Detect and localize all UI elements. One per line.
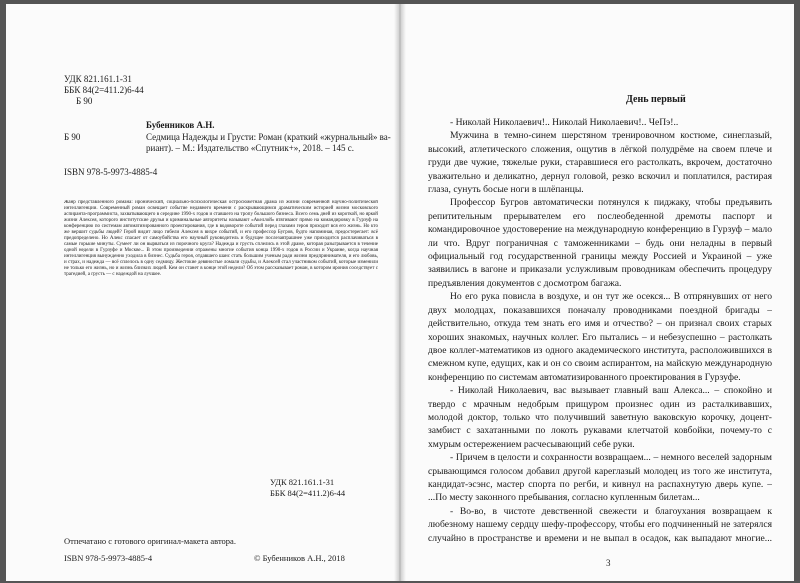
book-spread xyxy=(6,4,794,581)
bibliographic-line-2: риант). – М.: Издательство «Спутник+», 2018. – 145 с. xyxy=(146,143,355,153)
paragraph: Но его рука повисла в воздухе, и он тут же осекся... В отпрянувших от него двух молодцах, показавшихся поначалу проводниками поездной бригады – действительно, откуда тем знать его имя и отчество? – он признал своих старых хороших знакомых, научных коллег. Его пытались – и небезуспешно – растолкать двое коллег-математиков из одного академического института, расположившихся в смежном купе, едущих, как и он со своим аспирантом, на майскую международную конференцию по системам автоматизированного проектирования в Гурзуфе. xyxy=(428,291,772,383)
printed-note: Отпечатано с готового оригинал-макета автора. xyxy=(64,536,236,546)
paragraph: - Николай Николаевич!.. Николай Николаевич!.. ЧеПэ!.. xyxy=(450,117,679,128)
author-mark-top: Б 90 xyxy=(76,96,93,106)
chapter-body xyxy=(428,116,772,546)
author-name: Бубенников А.Н. xyxy=(146,120,215,130)
author-mark: Б 90 xyxy=(64,132,81,142)
page-number: 3 xyxy=(606,558,611,568)
udk-code-bottom: УДК 821.161.1-31 xyxy=(270,477,335,487)
paragraph: - Во-во, в чистоте девственной свежести и благоухания возвращаем к любезному нашему сердцу шефу-профессору, чтобы его подчиненный не затерялся случайно в пространстве и времени и не выпал в осадок, как выпадают многие... xyxy=(428,505,772,544)
paragraph: Мужчина в темно-синем шерстяном тренировочном костюме, синеглазый, высокий, атлетического сложения, ощутив в лёгкой полудрёме на своем плече и груди две чужие, тяжелые руки, старавшиеся его растолкать, вкрочем, достаточно уважительно и деликатно, дернул головой, резко вскочил и поплатился, растирая глаза, сунуть босые ноги в шлёпанцы. xyxy=(428,130,772,196)
paragraph: - Николай Николаевич, вас вызывает главный ваш Алекса... – спокойно и твердо с мрачным недобрым прищуром произнес один из расталкивавших, молодой доктор, только что получивший заветную ваковскую корочку, доцент-замбист с захатанными по локоть рукавами клетчатой ковбойки, почему-то с хмурым остережением расчесывающий себе руки. xyxy=(428,385,772,450)
chapter-title: День первый xyxy=(626,94,686,105)
right-page-text xyxy=(402,4,794,581)
left-page-imprint xyxy=(6,4,398,581)
annotation-text: Жанр представленного романа: иронический, социально-психологическая остросюжетная драма из жизни современной научно-политической интеллигенции. Современный роман освещает событие недавнего времени с раскрывающимся драматическим историей жизни московского аспиранта-программиста, захватывающего в середине 1990-х годов и ставшего на тропу большого бизнеса. Всего семь дней из короткой, но яркой жизни Алексея, которого институтские друзья и криминальные авторитеты называют «Акеллой» втягивают прямо на командировку в Гурзуф на конференцию по системам автоматизированного проектирования, где в водовороте событий перед глазами героя проходит вся его жизнь. Но кто же вершит судьбы людей? Герой видит лицо гибели Алексея в вихре событий, и его профессор Бугров, будто напоминая, предостерегает: всё предопределено. Но Алекс спасает от самоубийства его научный руководитель и будущее послезавтрашнее уже приходится расплачиваться в самые горькие минуты. Сумеет ли он вырваться из порочного круга? Надежда и грусть сплелись в этой драме, которая разыгрывается в течение одной недели в Гурзуфе и Москве... В этом произведении отражены многие события конца 1990-х годов в России и Украине, когда научная интеллигенция вынужденно уходила в бизнес. Судьба героя, отдавшего шанс стать большим ученым ради жизни предпринимателя, и его любовь, и страх, и надежда — всё сплелось в одну седмицу. Жестокие девяностые ломали судьбы, и Алексей стал участником событий, которые изменили не только его жизнь, но и жизнь близких людей. Кем он станет в конце этой недели? Об этом рассказывает роман, в котором ирония соседствует с трагедией, а грусть — с надеждой на лучшее. xyxy=(64,200,378,277)
isbn-top: ISBN 978-5-9973-4885-4 xyxy=(64,167,158,177)
bibliographic-line-1: Седмица Надежды и Грусти: Роман (краткий «журнальный» ва- xyxy=(146,132,391,142)
bbk-code-bottom: ББК 84(2=411.2)6-44 xyxy=(270,488,346,498)
bbk-code-top: ББК 84(2=411.2)6-44 xyxy=(64,85,144,95)
paragraph: Профессор Бугров автоматически потянулся к пиджаку, чтобы предъявить репитительным прерывателем его послеобеденной дремоты паспорт и командировочное удостоверение на международную конференцию в Гурзуф – мало ли что. Вдруг пограничная с таможенниками – будь они неладны в первый официальный год государственной границы между Россией и Украиной – уже заявились в вагоне и приказали услужливым проводникам обеспечить процедуру предъявления документов с досмотром багажа. xyxy=(428,197,772,289)
udk-code-top: УДК 821.161.1-31 xyxy=(64,74,132,84)
isbn-bottom: ISBN 978-5-9973-4885-4 xyxy=(64,553,153,563)
copyright-line: © Бубенников А.Н., 2018 xyxy=(254,553,345,563)
paragraph: - Причем в целости и сохранности возвращаем... – немного веселей задорным срывающимся голосом добавил другой кареглазый молодец из того же института, кандидат-эсэнс, мастер спорта по регби, и кивнул на распахнутую дверь купе. – ...По месту законного пребывания, согласно купленным билетам... xyxy=(428,452,772,504)
